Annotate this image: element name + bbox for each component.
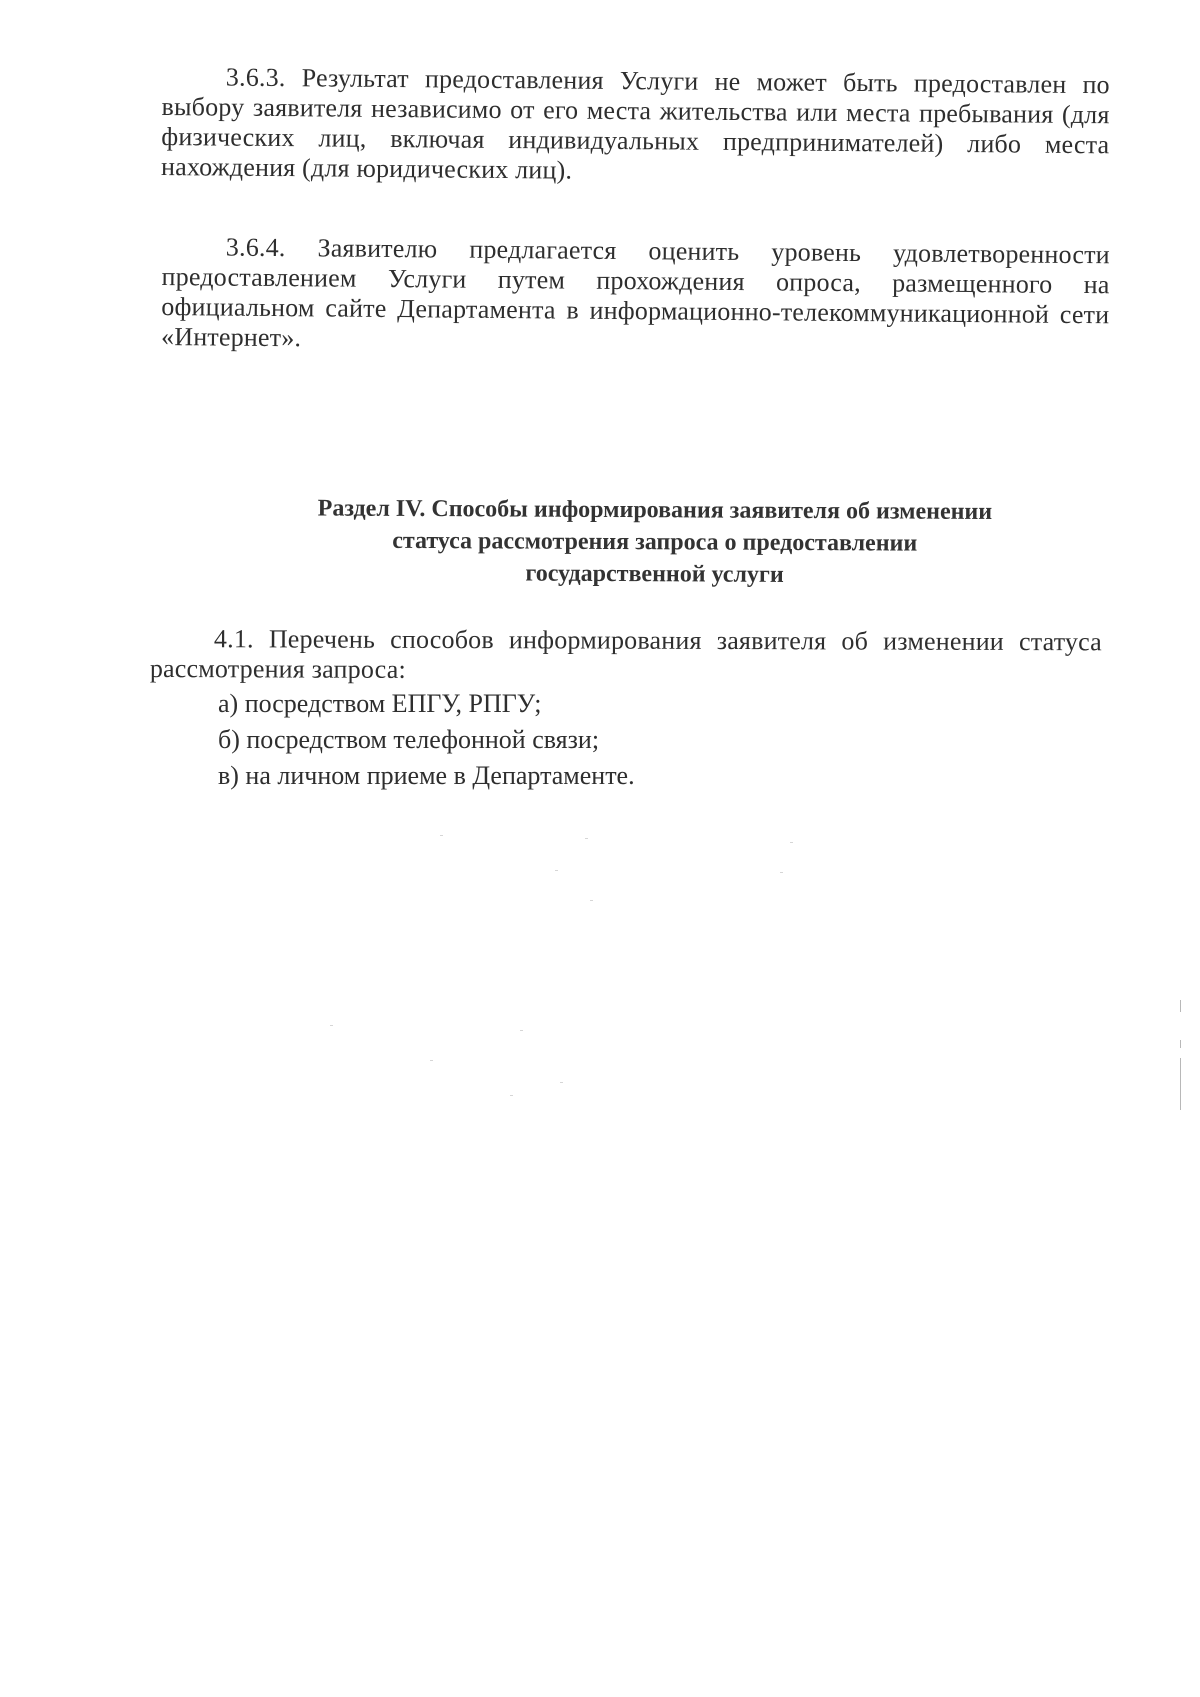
scan-speck [555, 870, 558, 871]
paragraph-text: Заявителю предлагается оценить уровень удовлетворенности предоставлением Услуги путем прохождения опроса, размещенного на официальном сайте Департамента в информационно-телекоммуникационной сети «Интернет». [160, 233, 1110, 353]
scan-speck [430, 1060, 433, 1061]
paragraph-number: 3.6.3. [225, 62, 286, 93]
scan-speck [440, 835, 443, 836]
list-item: б) посредством телефонной связи; [218, 725, 600, 754]
list-item: а) посредством ЕПГУ, РПГУ; [218, 689, 542, 718]
scan-speck [585, 838, 588, 839]
scan-margin-line [1180, 1058, 1181, 1110]
scan-margin-line [1180, 1040, 1181, 1048]
paragraph-3-6-4 [161, 232, 1110, 360]
paragraph-4-1 [150, 624, 1102, 687]
paragraph-number: 4.1. [213, 624, 254, 654]
scan-margin-line [1180, 1000, 1181, 1012]
paragraph-text: Перечень способов информирования заявителя об изменении статуса рассмотрения запроса: [149, 624, 1102, 684]
scan-speck [560, 1082, 563, 1083]
paragraph-text: Результат предоставления Услуги не может быть предоставлен по выбору заявителя независимо от его места жительства или места пребывания (для физических лиц, включая индивидуальных предпринимателей) либо места нахождения (для юридических лиц). [160, 63, 1110, 185]
scan-speck [780, 872, 783, 873]
scan-speck [520, 1030, 523, 1031]
scan-speck [790, 842, 793, 843]
section-heading-line-2: статуса рассмотрения запроса о предоставлении [392, 527, 918, 557]
section-iv-heading [229, 492, 1079, 592]
methods-list [218, 686, 635, 794]
paragraph-3-6-3 [161, 62, 1110, 190]
section-heading-line-3: государственной услуги [525, 560, 784, 588]
paragraph-number: 3.6.4. [225, 232, 286, 263]
scan-speck [590, 900, 593, 901]
scan-speck [330, 1025, 333, 1026]
scan-speck [510, 1095, 513, 1096]
list-item: в) на личном приеме в Департаменте. [218, 761, 635, 790]
section-heading-line-1: Раздел IV. Способы информирования заявителя об изменении [317, 495, 993, 525]
